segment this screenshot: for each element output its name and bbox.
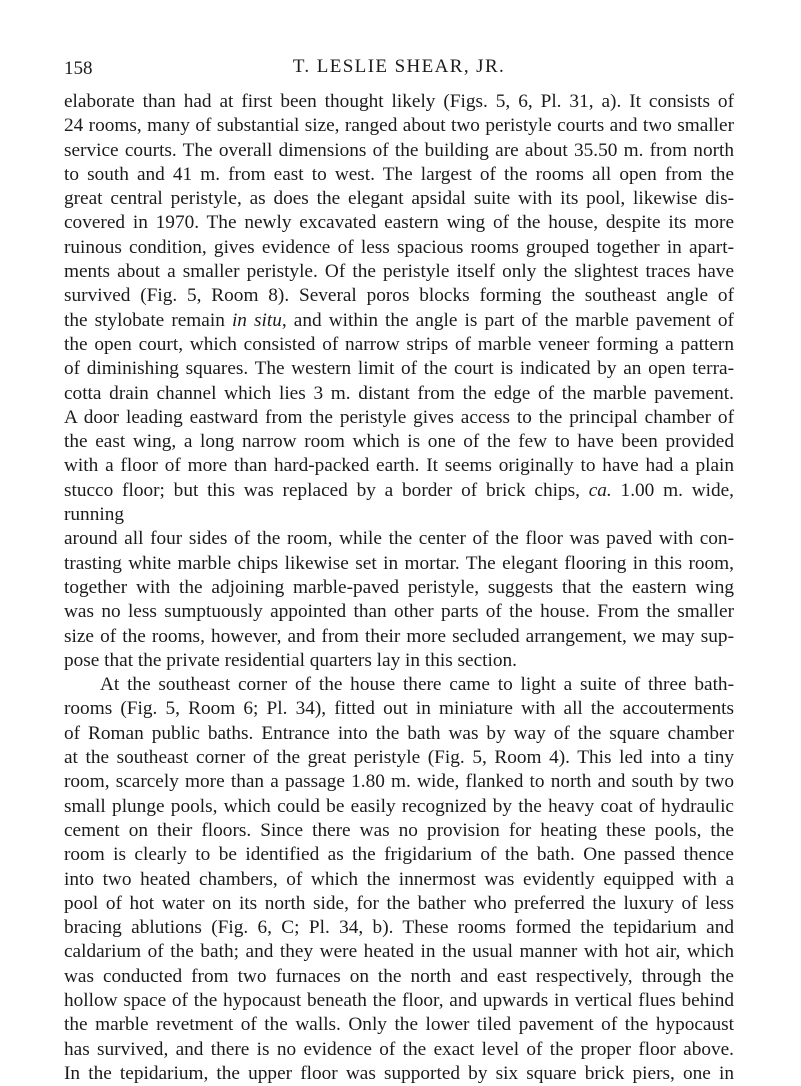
- text-line: to south and 41 m. from east to west. The largest of the rooms all open from the: [64, 163, 734, 185]
- text-line: bracing ablutions (Fig. 6, C; Pl. 34, b). These rooms formed the tepidarium and: [64, 917, 734, 939]
- body-text: [64, 90, 734, 1086]
- text-line: was no less sumptuously appointed than other parts of the house. From the smaller: [64, 601, 734, 623]
- text-line: covered in 1970. The newly excavated eastern wing of the house, despite its more: [64, 212, 734, 234]
- text-line: at the southeast corner of the great peristyle (Fig. 5, Room 4). This led into a tiny: [64, 747, 734, 769]
- text-line: of Roman public baths. Entrance into the bath was by way of the square chamber: [64, 722, 734, 744]
- text-line: pool of hot water on its north side, for the bather who preferred the luxury of less: [64, 892, 734, 914]
- text-line: ments about a smaller peristyle. Of the peristyle itself only the slightest traces have: [64, 261, 734, 283]
- text-line: stucco floor; but this was replaced by a border of brick chips, ca. 1.00 m. wide, running: [64, 479, 734, 526]
- text-line: has survived, and there is no evidence of the exact level of the proper floor above.: [64, 1038, 734, 1060]
- text-line: was conducted from two furnaces on the north and east respectively, through the: [64, 965, 734, 987]
- text-line: ruinous condition, gives evidence of less spacious rooms grouped together in apart-: [64, 236, 734, 258]
- text-line: In the tepidarium, the upper floor was supported by six square brick piers, one in: [64, 1062, 734, 1084]
- text-line: small plunge pools, which could be easily recognized by the heavy coat of hydraulic: [64, 795, 734, 817]
- text-line: cotta drain channel which lies 3 m. distant from the edge of the marble pavement.: [64, 382, 734, 404]
- text-line: the marble revetment of the walls. Only the lower tiled pavement of the hypocaust: [64, 1014, 734, 1036]
- text-line: great central peristyle, as does the elegant apsidal suite with its pool, likewise dis-: [64, 188, 734, 210]
- page-number: 158: [64, 58, 93, 79]
- text-line: trasting white marble chips likewise set in mortar. The elegant flooring in this room,: [64, 552, 734, 574]
- italic-term: ca.: [588, 479, 612, 501]
- text-line: hollow space of the hypocaust beneath the floor, and upwards in vertical flues behind: [64, 989, 734, 1011]
- text-line: of diminishing squares. The western limit of the court is indicated by an open terra-: [64, 358, 734, 380]
- text-line: pose that the private residential quarters lay in this section.: [64, 649, 517, 671]
- italic-term: in situ: [231, 309, 282, 331]
- paragraph-1: [64, 90, 734, 673]
- paragraph-2: [64, 673, 734, 1086]
- text-line: caldarium of the bath; and they were heated in the usual manner with hot air, which: [64, 941, 734, 963]
- text-line: the stylobate remain in situ, and within the angle is part of the marble pavement of: [64, 309, 734, 331]
- text-line: the east wing, a long narrow room which is one of the few to have been provided: [64, 431, 734, 453]
- running-head: [64, 54, 734, 84]
- text-line: service courts. The overall dimensions of the building are about 35.50 m. from north: [64, 139, 734, 161]
- text-line: into two heated chambers, of which the innermost was evidently equipped with a: [64, 868, 734, 890]
- text-line: rooms (Fig. 5, Room 6; Pl. 34), fitted out in miniature with all the accouterments: [64, 698, 734, 720]
- text-line: room, scarcely more than a passage 1.80 m. wide, flanked to north and south by two: [64, 771, 734, 793]
- text-line: elaborate than had at first been thought likely (Figs. 5, 6, Pl. 31, a). It consists of: [64, 91, 734, 112]
- text-line: A door leading eastward from the peristyle gives access to the principal chamber of: [64, 406, 734, 428]
- text-line: 24 rooms, many of substantial size, ranged about two peristyle courts and two smaller: [64, 115, 734, 137]
- text-line: survived (Fig. 5, Room 8). Several poros blocks forming the southeast angle of: [64, 285, 734, 307]
- text-line: together with the adjoining marble-paved peristyle, suggests that the eastern wing: [64, 576, 734, 598]
- text-line: cement on their floors. Since there was no provision for heating these pools, the: [64, 819, 734, 841]
- text-line: size of the rooms, however, and from their more secluded arrangement, we may sup-: [64, 625, 734, 647]
- running-title: T. LESLIE SHEAR, JR.: [292, 56, 506, 77]
- text-line: At the southeast corner of the house there came to light a suite of three bath-: [100, 674, 734, 696]
- text-line: the open court, which consisted of narrow strips of marble veneer forming a pattern: [64, 333, 734, 355]
- text-line: with a floor of more than hard-packed earth. It seems originally to have had a plain: [64, 455, 734, 477]
- text-line: room is clearly to be identified as the frigidarium of the bath. One passed thence: [64, 844, 734, 866]
- text-line: around all four sides of the room, while the center of the floor was paved with con-: [64, 528, 734, 550]
